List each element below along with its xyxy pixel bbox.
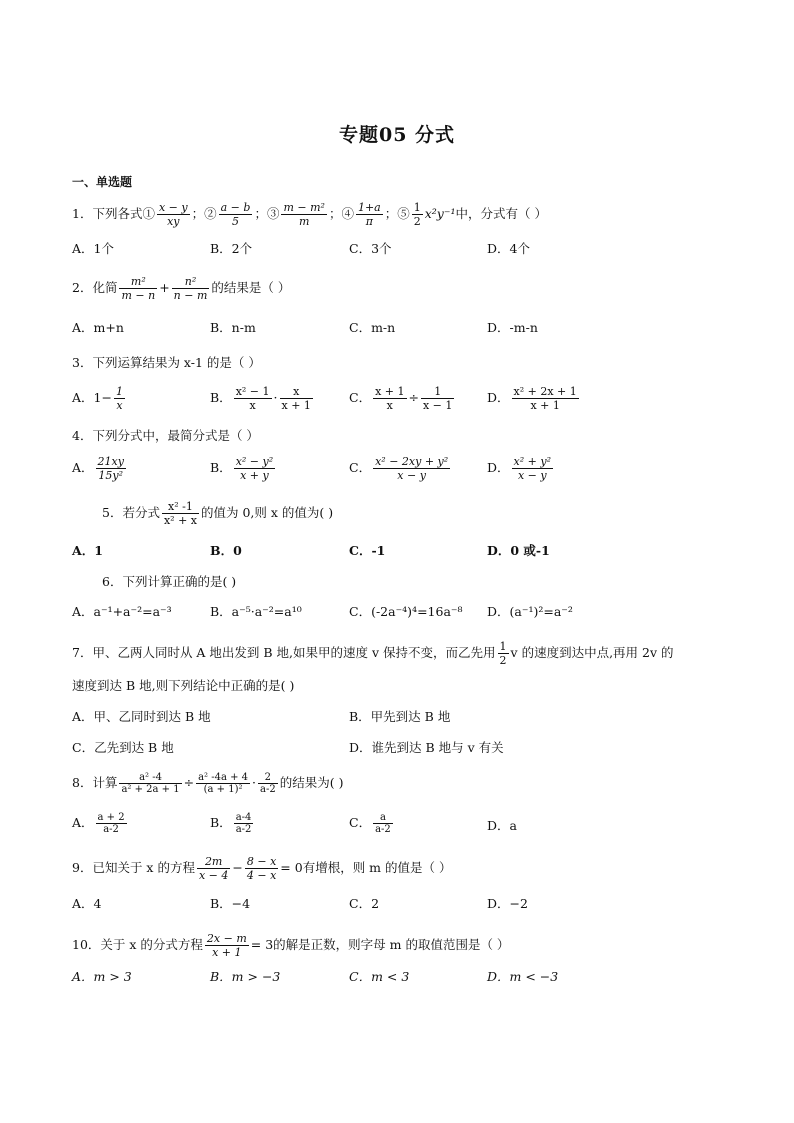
- option-d: D． $\frac{\text{x² + y²}}{x - y}$: [487, 455, 551, 482]
- question-1-stem: 1．下列各式① $\frac{x - y}{xy}$ ；② $\frac{a - b}{5}$ ；③ $\frac{\text{m − m²}}{m}$ ；④ $\frac{1+a}{\pi}$ ；⑤ $\frac{1}{2}$ x²y⁻¹中，分式有（ ）: [72, 201, 547, 228]
- option-c: C．乙先到达 B 地: [72, 740, 174, 755]
- option-a: A．4: [72, 896, 102, 911]
- fraction: $\frac{1}{2}$: [413, 201, 421, 228]
- option-d: D．a: [487, 818, 517, 833]
- fraction: $\frac{x - y}{xy}$: [158, 201, 188, 228]
- option-d: D．谁先到达 B 地与 v 有关: [349, 740, 504, 755]
- question-3-stem: 3．下列运算结果为 x-1 的是（ ）: [72, 355, 261, 370]
- question-7-stem: 7．甲、乙两人同时从 A 地出发到 B 地,如果甲的速度 v 保持不变，而乙先用 $\frac{1}{2}$ v 的速度到达中点,再用 2v 的: [72, 640, 674, 667]
- question-6-stem: 6．下列计算正确的是( ): [102, 574, 237, 589]
- option-a: A．m > 3: [72, 969, 132, 984]
- option-c: C． $\frac{x + 1}{x}$ ÷ $\frac{1}{x - 1}$: [349, 385, 453, 412]
- option-a: A． $\frac{a + 2}{a-2}$: [72, 812, 125, 835]
- option-d: D．4个: [487, 241, 530, 256]
- question-9-stem: 9．已知关于 x 的方程 $\frac{2m}{x - 4}$ − $\frac{8 - x}{4 - x}$ = 0有增根，则 m 的值是（ ）: [72, 855, 452, 882]
- question-text: 1．下列各式①: [72, 206, 155, 221]
- fraction: $\frac{a - b}{5}$: [220, 201, 251, 228]
- option-d: D．m < −3: [487, 969, 559, 984]
- section-heading: 一、单选题: [72, 175, 133, 189]
- option-d: D．−2: [487, 896, 528, 911]
- option-c: C．2: [349, 896, 380, 911]
- option-c: C．3个: [349, 241, 392, 256]
- option-d: D．-m-n: [487, 320, 538, 335]
- option-a: A．a⁻¹+a⁻²=a⁻³: [72, 604, 172, 619]
- option-b: B．−4: [210, 896, 251, 911]
- question-5-stem: 5．若分式 $\frac{\text{x² -1}}{\text{x² + x}}$ 的值为 0,则 x 的值为( ): [102, 500, 334, 527]
- option-b: B． $\frac{a-4}{a-2}$: [210, 812, 252, 835]
- question-10-stem: 10．关于 x 的分式方程 $\frac{2x - m}{x + 1}$ = 3的解是正数，则字母 m 的取值范围是（ ）: [72, 932, 510, 959]
- option-b: B．2个: [210, 241, 253, 256]
- option-c: C． $\frac{\text{x² − 2xy + y²}}{x - y}$: [349, 455, 449, 482]
- fraction: $\frac{1+a}{\pi}$: [357, 201, 381, 228]
- question-4-stem: 4．下列分式中，最简分式是（ ）: [72, 428, 259, 443]
- option-d: D．(a⁻¹)²=a⁻²: [487, 604, 573, 619]
- option-b: B．0: [210, 543, 242, 558]
- fraction: $\frac{\text{n²}}{n - m}$: [173, 275, 208, 302]
- option-b: B．m > −3: [210, 969, 281, 984]
- fraction: $\frac{\text{m²}}{m - n}$: [121, 275, 156, 302]
- option-b: B．a⁻⁵·a⁻²=a¹⁰: [210, 604, 302, 619]
- option-b: B． $\frac{\text{x² − 1}}{x}$ · $\frac{x}{x + 1}$: [210, 385, 311, 412]
- option-c: C．(-2a⁻⁴)⁴=16a⁻⁸: [349, 604, 463, 619]
- option-a: A．1个: [72, 241, 114, 256]
- option-d: D．0 或-1: [487, 543, 550, 558]
- option-d: D． $\frac{\text{x² + 2x + 1}}{x + 1}$: [487, 385, 577, 412]
- option-a: A．甲、乙同时到达 B 地: [72, 709, 211, 724]
- page-title: 专题05 分式: [338, 124, 456, 146]
- option-c: C．m-n: [349, 320, 396, 335]
- question-2-stem: 2．化简 $\frac{\text{m²}}{m - n}$ + $\frac{\text{n²}}{n - m}$ 的结果是（ ）: [72, 275, 291, 302]
- option-b: B． $\frac{\text{x² − y²}}{x + y}$: [210, 455, 274, 482]
- option-a: A．m+n: [72, 320, 124, 335]
- option-c: C．m < 3: [349, 969, 410, 984]
- option-a: A．1− $\frac{1}{x}$: [72, 385, 123, 412]
- option-a: A．1: [72, 543, 103, 558]
- question-7-stem-line2: 速度到达 B 地,则下列结论中正确的是( ): [72, 678, 295, 693]
- option-c: C．-1: [349, 543, 386, 558]
- option-c: C． $\frac{a}{a-2}$: [349, 812, 391, 835]
- question-8-stem: 8．计算 $\frac{\text{a² -4}}{\text{a² + 2a + 1}}$ ÷ $\frac{\text{a² -4a + 4}}{\text{(a + 1)²}}$ · $\frac{2}{a-2}$ 的结果为( ): [72, 772, 344, 795]
- fraction: $\frac{\text{m − m²}}{m}$: [283, 201, 325, 228]
- option-a: A． $\frac{21xy}{\text{15y²}}$: [72, 455, 124, 482]
- option-b: B．n-m: [210, 320, 256, 335]
- option-b: B．甲先到达 B 地: [349, 709, 451, 724]
